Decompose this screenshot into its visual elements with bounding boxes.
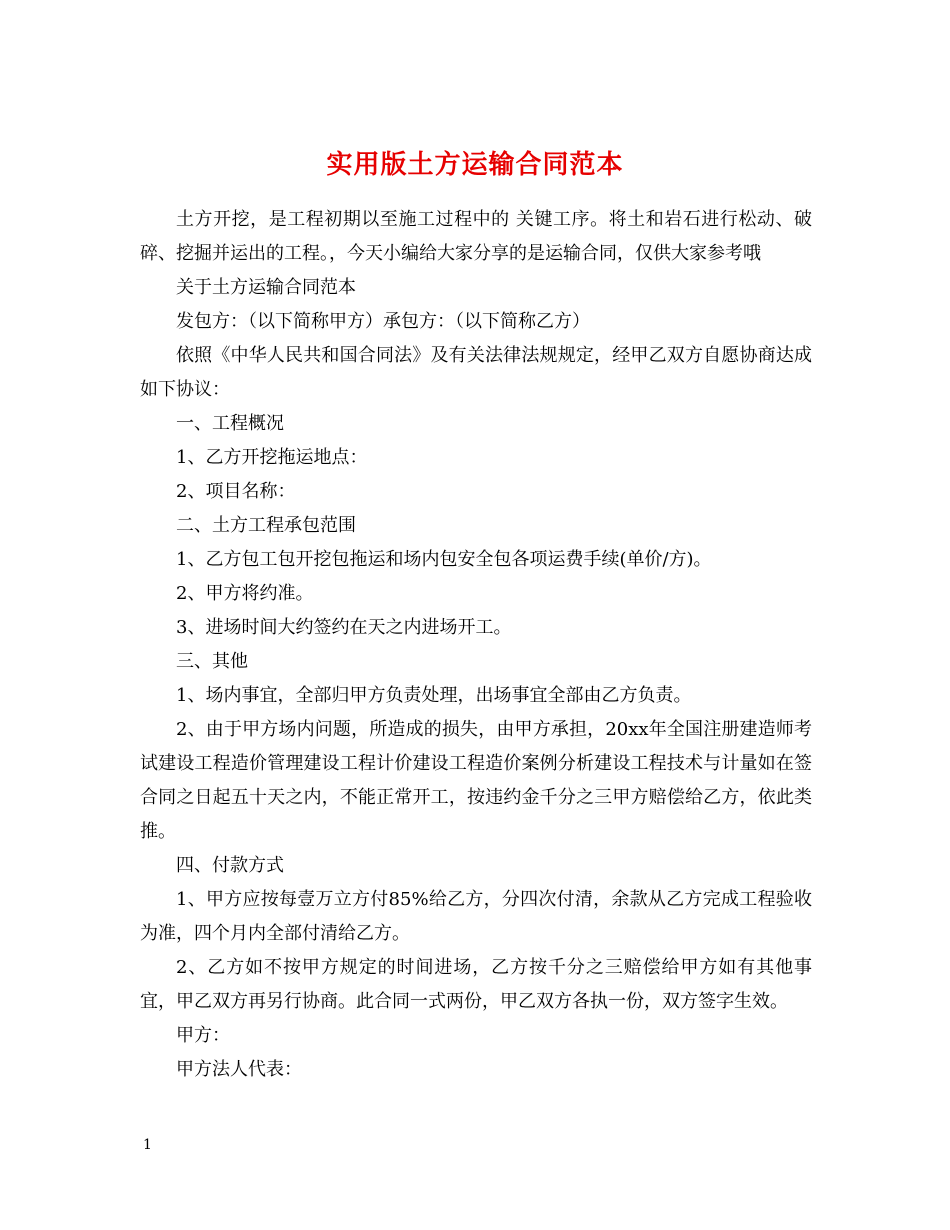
paragraph-scope-3: 3、进场时间大约签约在天之内进场开工。 — [176, 617, 512, 638]
paragraph-payment-2: 2、乙方如不按甲方规定的时间进场，乙方按千分之三赔偿给甲方如有其他事宜，甲乙双方再另行协商。此合同一式两份，甲乙双方各执一份，双方签字生效。 — [140, 957, 812, 1012]
section-heading-overview: 一、工程概况 — [176, 413, 284, 434]
paragraph-heading: 关于土方运输合同范本 — [176, 277, 356, 298]
page-number: 1 — [143, 1137, 152, 1153]
section-heading-payment: 四、付款方式 — [176, 855, 284, 876]
section-heading-other: 三、其他 — [176, 651, 248, 672]
paragraph-parties: 发包方：（以下简称甲方）承包方：（以下简称乙方） — [176, 311, 590, 332]
signature-party-a: 甲方： — [176, 1025, 230, 1046]
document-title: 实用版土方运输合同范本 — [326, 150, 624, 181]
paragraph-scope-2: 2、甲方将约准。 — [176, 583, 314, 604]
paragraph-agreement: 依照《中华人民共和国合同法》及有关法律法规规定，经甲乙双方自愿协商达成如下协议： — [140, 345, 812, 400]
paragraph-intro: 土方开挖，是工程初期以至施工过程中的 关键工序。将土和岩石进行松动、破碎、挖掘并运出的工程。，今天小编给大家分享的是运输合同，仅供大家参考哦 — [140, 209, 812, 264]
paragraph-scope-1: 1、乙方包工包开挖包拖运和场内包安全包各项运费手续(单价/方)。 — [176, 549, 712, 570]
section-heading-scope: 二、土方工程承包范围 — [176, 515, 356, 536]
signature-party-a-representative: 甲方法人代表： — [176, 1059, 302, 1080]
paragraph-project-name: 2、项目名称： — [176, 481, 296, 502]
paragraph-location: 1、乙方开挖拖运地点： — [176, 447, 368, 468]
document-body — [140, 203, 812, 1087]
paragraph-other-1: 1、场内事宜，全部归甲方负责处理，出场事宜全部由乙方负责。 — [176, 685, 692, 706]
paragraph-payment-1: 1、甲方应按每壹万立方付85%给乙方，分四次付清，余款从乙方完成工程验收为准，四个月内全部付清给乙方。 — [140, 889, 812, 944]
paragraph-other-2: 2、由于甲方场内问题，所造成的损失，由甲方承担，20xx年全国注册建造师考试建设工程造价管理建设工程计价建设工程造价案例分析建设工程技术与计量如在签合同之日起五十天之内，不能正常开工，按违约金千分之三甲方赔偿给乙方，依此类推。 — [140, 719, 812, 842]
